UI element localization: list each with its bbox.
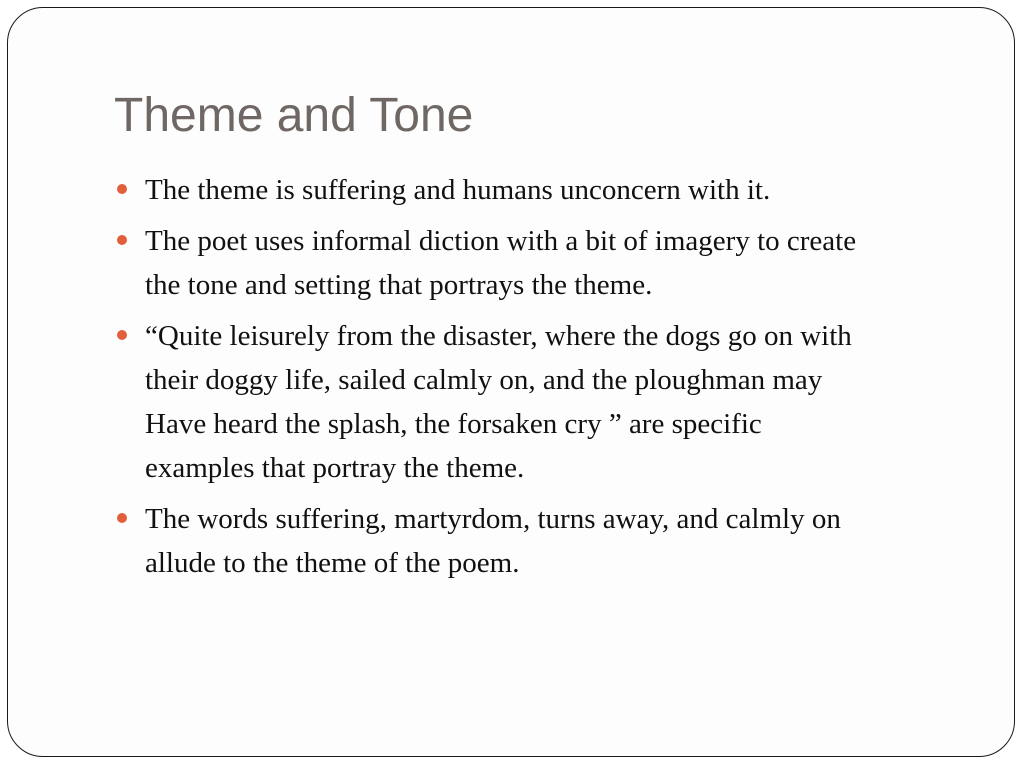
- bullet-text-line: Have heard the splash, the forsaken cry ” are specific: [145, 408, 762, 440]
- bullet-text-line: “Quite leisurely from the disaster, where the dogs go on with: [145, 320, 852, 352]
- slide: [7, 7, 1015, 757]
- bullet-dot-icon: [117, 330, 127, 340]
- bullet-dot-icon: [117, 184, 127, 194]
- slide-title: Theme and Tone: [114, 89, 474, 142]
- bullet-text-line: The words suffering, martyrdom, turns away, and calmly on: [145, 503, 841, 535]
- bullet-dot-icon: [117, 513, 127, 523]
- bullet-dot-icon: [117, 235, 127, 245]
- bullet-item: [114, 168, 974, 212]
- bullet-list: [114, 168, 974, 592]
- bullet-text-line: The theme is suffering and humans unconcern with it.: [145, 174, 771, 206]
- bullet-item: [114, 497, 974, 585]
- bullet-text-line: the tone and setting that portrays the theme.: [145, 269, 653, 301]
- bullet-text-line: their doggy life, sailed calmly on, and the ploughman may: [145, 364, 823, 396]
- bullet-text-line: examples that portray the theme.: [145, 452, 525, 484]
- bullet-item: [114, 219, 974, 307]
- bullet-text-line: The poet uses informal diction with a bit of imagery to create: [145, 225, 857, 257]
- bullet-text-line: allude to the theme of the poem.: [145, 547, 520, 579]
- bullet-item: [114, 314, 974, 490]
